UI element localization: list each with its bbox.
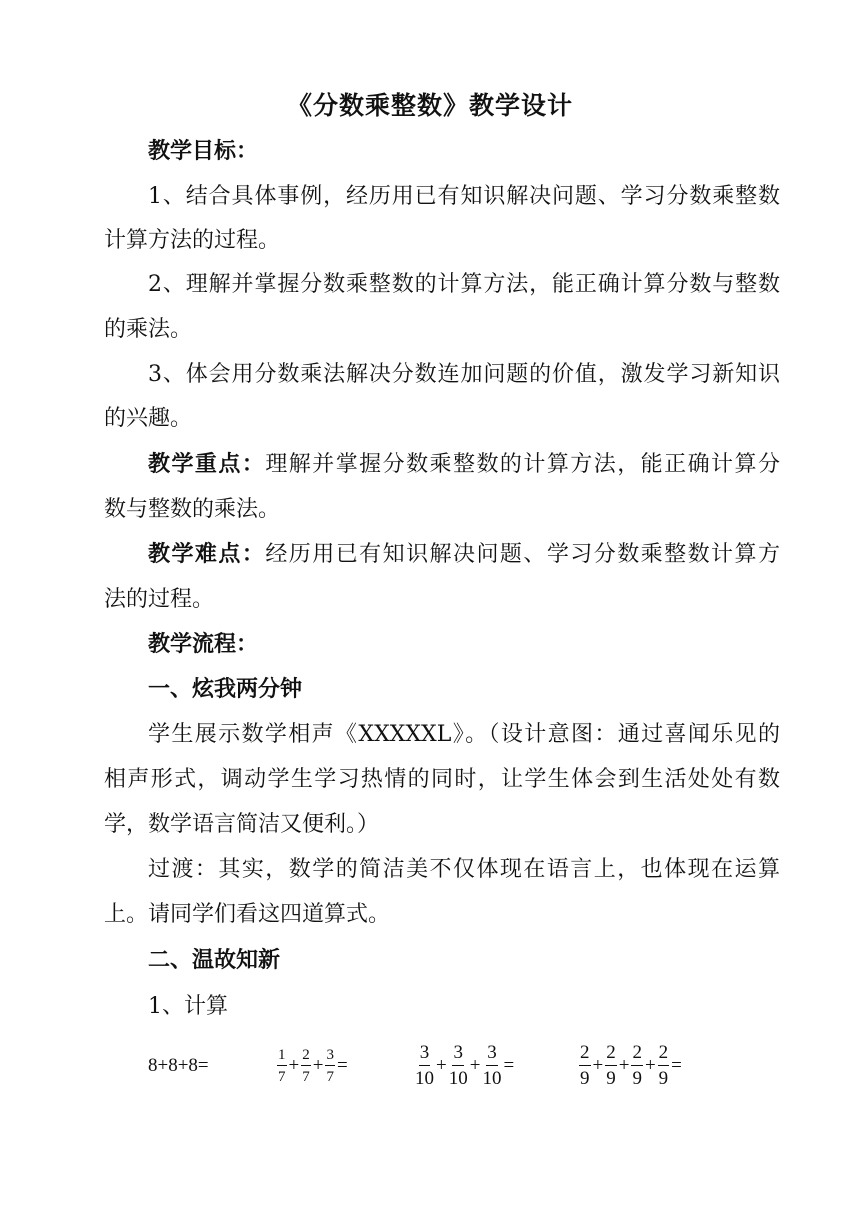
objectives-heading: 教学目标：	[148, 139, 259, 164]
expression-3	[414, 1034, 515, 1098]
key-point-label: 教学重点：	[148, 452, 266, 477]
section-1-para-line-1: 学生展示数学相声《XXXXXL》。（设计意图：通过喜闻乐见的	[148, 722, 780, 747]
section-1-para-line-2: 相声形式，调动学生学习热情的同时，让学生体会到生活处处有数	[104, 767, 780, 792]
document-title: 《分数乘整数》教学设计	[286, 91, 573, 120]
transition-line-2: 上。请同学们看这四道算式。	[104, 902, 391, 927]
expr4-plus: +	[618, 1055, 630, 1076]
objective-2-line-1: 2、理解并掌握分数乘整数的计算方法，能正确计算分数与整数	[148, 272, 780, 297]
expr2-fraction	[277, 1045, 287, 1088]
numerator: 3	[452, 1041, 464, 1066]
expr3-plus: +	[469, 1055, 481, 1076]
expr4-equals: =	[671, 1055, 682, 1076]
denominator: 9	[632, 1067, 642, 1089]
numerator: 2	[579, 1041, 591, 1066]
key-point-line-2: 数与整数的乘法。	[104, 497, 281, 522]
expr2-fraction	[301, 1045, 311, 1088]
denominator: 9	[580, 1067, 590, 1089]
denominator: 7	[302, 1068, 310, 1085]
calc-heading: 1、计算	[148, 994, 228, 1019]
expression-4	[578, 1034, 683, 1098]
expression-1-text: 8+8+8=	[148, 1055, 209, 1076]
key-point-text: 理解并掌握分数乘整数的计算方法，能正确计算分	[265, 452, 780, 477]
denominator: 7	[326, 1068, 334, 1085]
section-1-para-line-3: 学，数学语言简洁又便利。）	[104, 812, 380, 837]
objective-2-line-2: 的乘法。	[104, 317, 193, 342]
denominator: 7	[278, 1068, 286, 1085]
numerator: 2	[605, 1041, 617, 1066]
numerator: 2	[301, 1045, 311, 1066]
denominator: 9	[658, 1067, 669, 1089]
difficulty-line-2: 法的过程。	[104, 587, 215, 612]
difficulty-label: 教学难点：	[148, 542, 266, 567]
expr4-fraction	[605, 1041, 617, 1092]
expr4-fraction	[631, 1041, 643, 1092]
denominator: 10	[482, 1067, 502, 1089]
expr3-fraction	[449, 1041, 468, 1092]
denominator: 10	[415, 1067, 434, 1089]
objective-3-line-2: 的兴趣。	[104, 406, 193, 431]
transition-line-1: 过渡：其实，数学的简洁美不仅体现在语言上，也体现在运算	[148, 857, 780, 882]
key-point-line-1	[148, 450, 780, 480]
expr3-fraction	[415, 1041, 434, 1092]
expression-2	[276, 1034, 349, 1098]
expr2-equals: =	[336, 1055, 348, 1076]
objective-1-line-1: 1、结合具体事例，经历用已有知识解决问题、学习分数乘整数	[148, 184, 780, 209]
numerator: 3	[486, 1041, 498, 1066]
expr2-fraction	[325, 1045, 335, 1088]
process-heading: 教学流程：	[148, 632, 259, 657]
denominator: 10	[448, 1067, 468, 1089]
expr2-plus: +	[312, 1055, 324, 1076]
expr4-fraction	[579, 1041, 591, 1092]
difficulty-line-1	[148, 540, 780, 570]
objective-1-line-2: 计算方法的过程。	[104, 228, 281, 253]
expr3-plus: +	[436, 1055, 447, 1076]
numerator: 2	[658, 1041, 670, 1066]
section-1-heading: 一、炫我两分钟	[148, 677, 303, 702]
expr4-plus: +	[644, 1055, 656, 1076]
objective-3-line-1: 3、体会用分数乘法解决分数连加问题的价值，激发学习新知识	[148, 362, 780, 387]
expr4-fraction	[658, 1041, 670, 1092]
denominator: 9	[606, 1067, 616, 1089]
expr2-plus: +	[288, 1055, 300, 1076]
numerator: 2	[631, 1041, 643, 1066]
difficulty-text: 经历用已有知识解决问题、学习分数乘整数计算方	[265, 542, 780, 567]
numerator: 1	[277, 1045, 287, 1066]
section-2-heading: 二、温故知新	[148, 948, 281, 973]
expr3-equals: =	[503, 1055, 515, 1076]
numerator: 3	[419, 1041, 431, 1066]
expr4-plus: +	[592, 1055, 604, 1076]
expr3-fraction	[482, 1041, 501, 1092]
expression-1	[148, 1034, 209, 1098]
numerator: 3	[325, 1045, 335, 1066]
